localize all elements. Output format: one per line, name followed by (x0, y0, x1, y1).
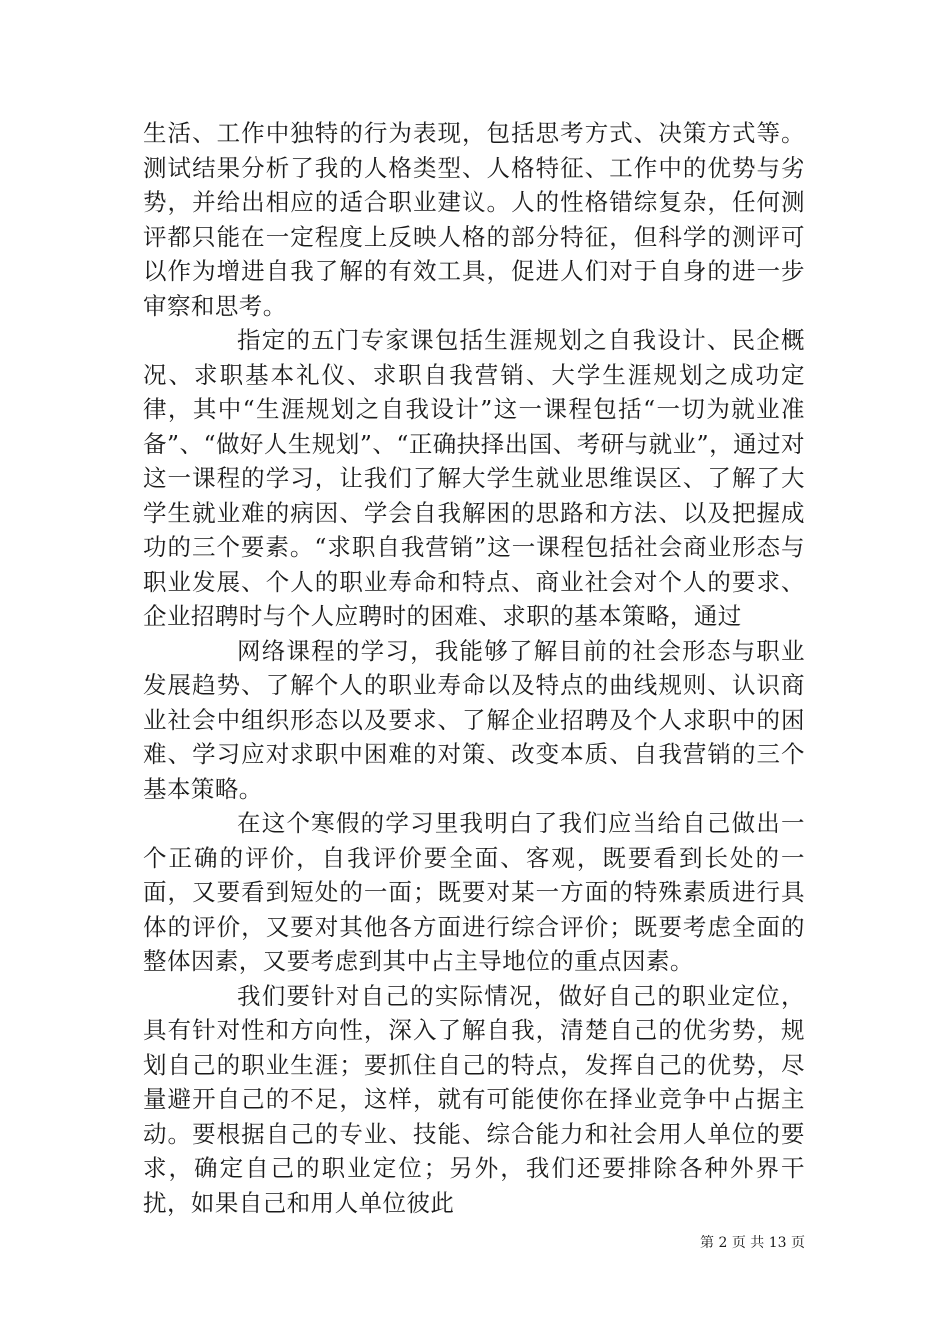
paragraph-5: 我们要针对自己的实际情况，做好自己的职业定位，具有针对性和方向性，深入了解自我，清楚自己的优劣势，规划自己的职业生涯；要抓住自己的特点，发挥自己的优势，尽量避开自己的不足，这样，就有可能使你在择业竞争中占据主动。要根据自己的专业、技能、综合能力和社会用人单位的要求，确定自己的职业定位；另外，我们还要排除各种外界干扰，如果自己和用人单位彼此 (143, 981, 805, 1217)
page-number-footer: 第 2 页 共 13 页 (700, 1235, 805, 1251)
paragraph-4: 在这个寒假的学习里我明白了我们应当给自己做出一个正确的评价，自我评价要全面、客观，既要看到长处的一面，又要看到短处的一面；既要对某一方面的特殊素质进行具体的评价，又要对其他各方面进行综合评价；既要考虑全面的整体因素，又要考虑到其中占主导地位的重点因素。 (143, 809, 805, 975)
document-body (143, 116, 805, 1220)
paragraph-3: 网络课程的学习，我能够了解目前的社会形态与职业发展趋势、了解个人的职业寿命以及特点的曲线规则、认识商业社会中组织形态以及要求、了解企业招聘及个人求职中的困难、学习应对求职中困难的对策、改变本质、自我营销的三个基本策略。 (143, 636, 805, 803)
paragraph-1: 生活、工作中独特的行为表现，包括思考方式、决策方式等。测试结果分析了我的人格类型、人格特征、工作中的优势与劣势，并给出相应的适合职业建议。人的性格错综复杂，任何测评都只能在一定程度上反映人格的部分特征，但科学的测评可以作为增进自我了解的有效工具，促进人们对于自身的进一步审察和思考。 (143, 119, 805, 320)
paragraph-2: 指定的五门专家课包括生涯规划之自我设计、民企概况、求职基本礼仪、求职自我营销、大学生涯规划之成功定律，其中“生涯规划之自我设计”这一课程包括“一切为就业准备”、“做好人生规划”、“正确抉择出国、考研与就业”，通过对这一课程的学习，让我们了解大学生就业思维误区、了解了大学生就业难的病因、学会自我解困的思路和方法、以及把握成功的三个要素。“求职自我营销”这一课程包括社会商业形态与职业发展、个人的职业寿命和特点、商业社会对个人的要求、企业招聘时与个人应聘时的困难、求职的基本策略，通过 (143, 326, 805, 630)
